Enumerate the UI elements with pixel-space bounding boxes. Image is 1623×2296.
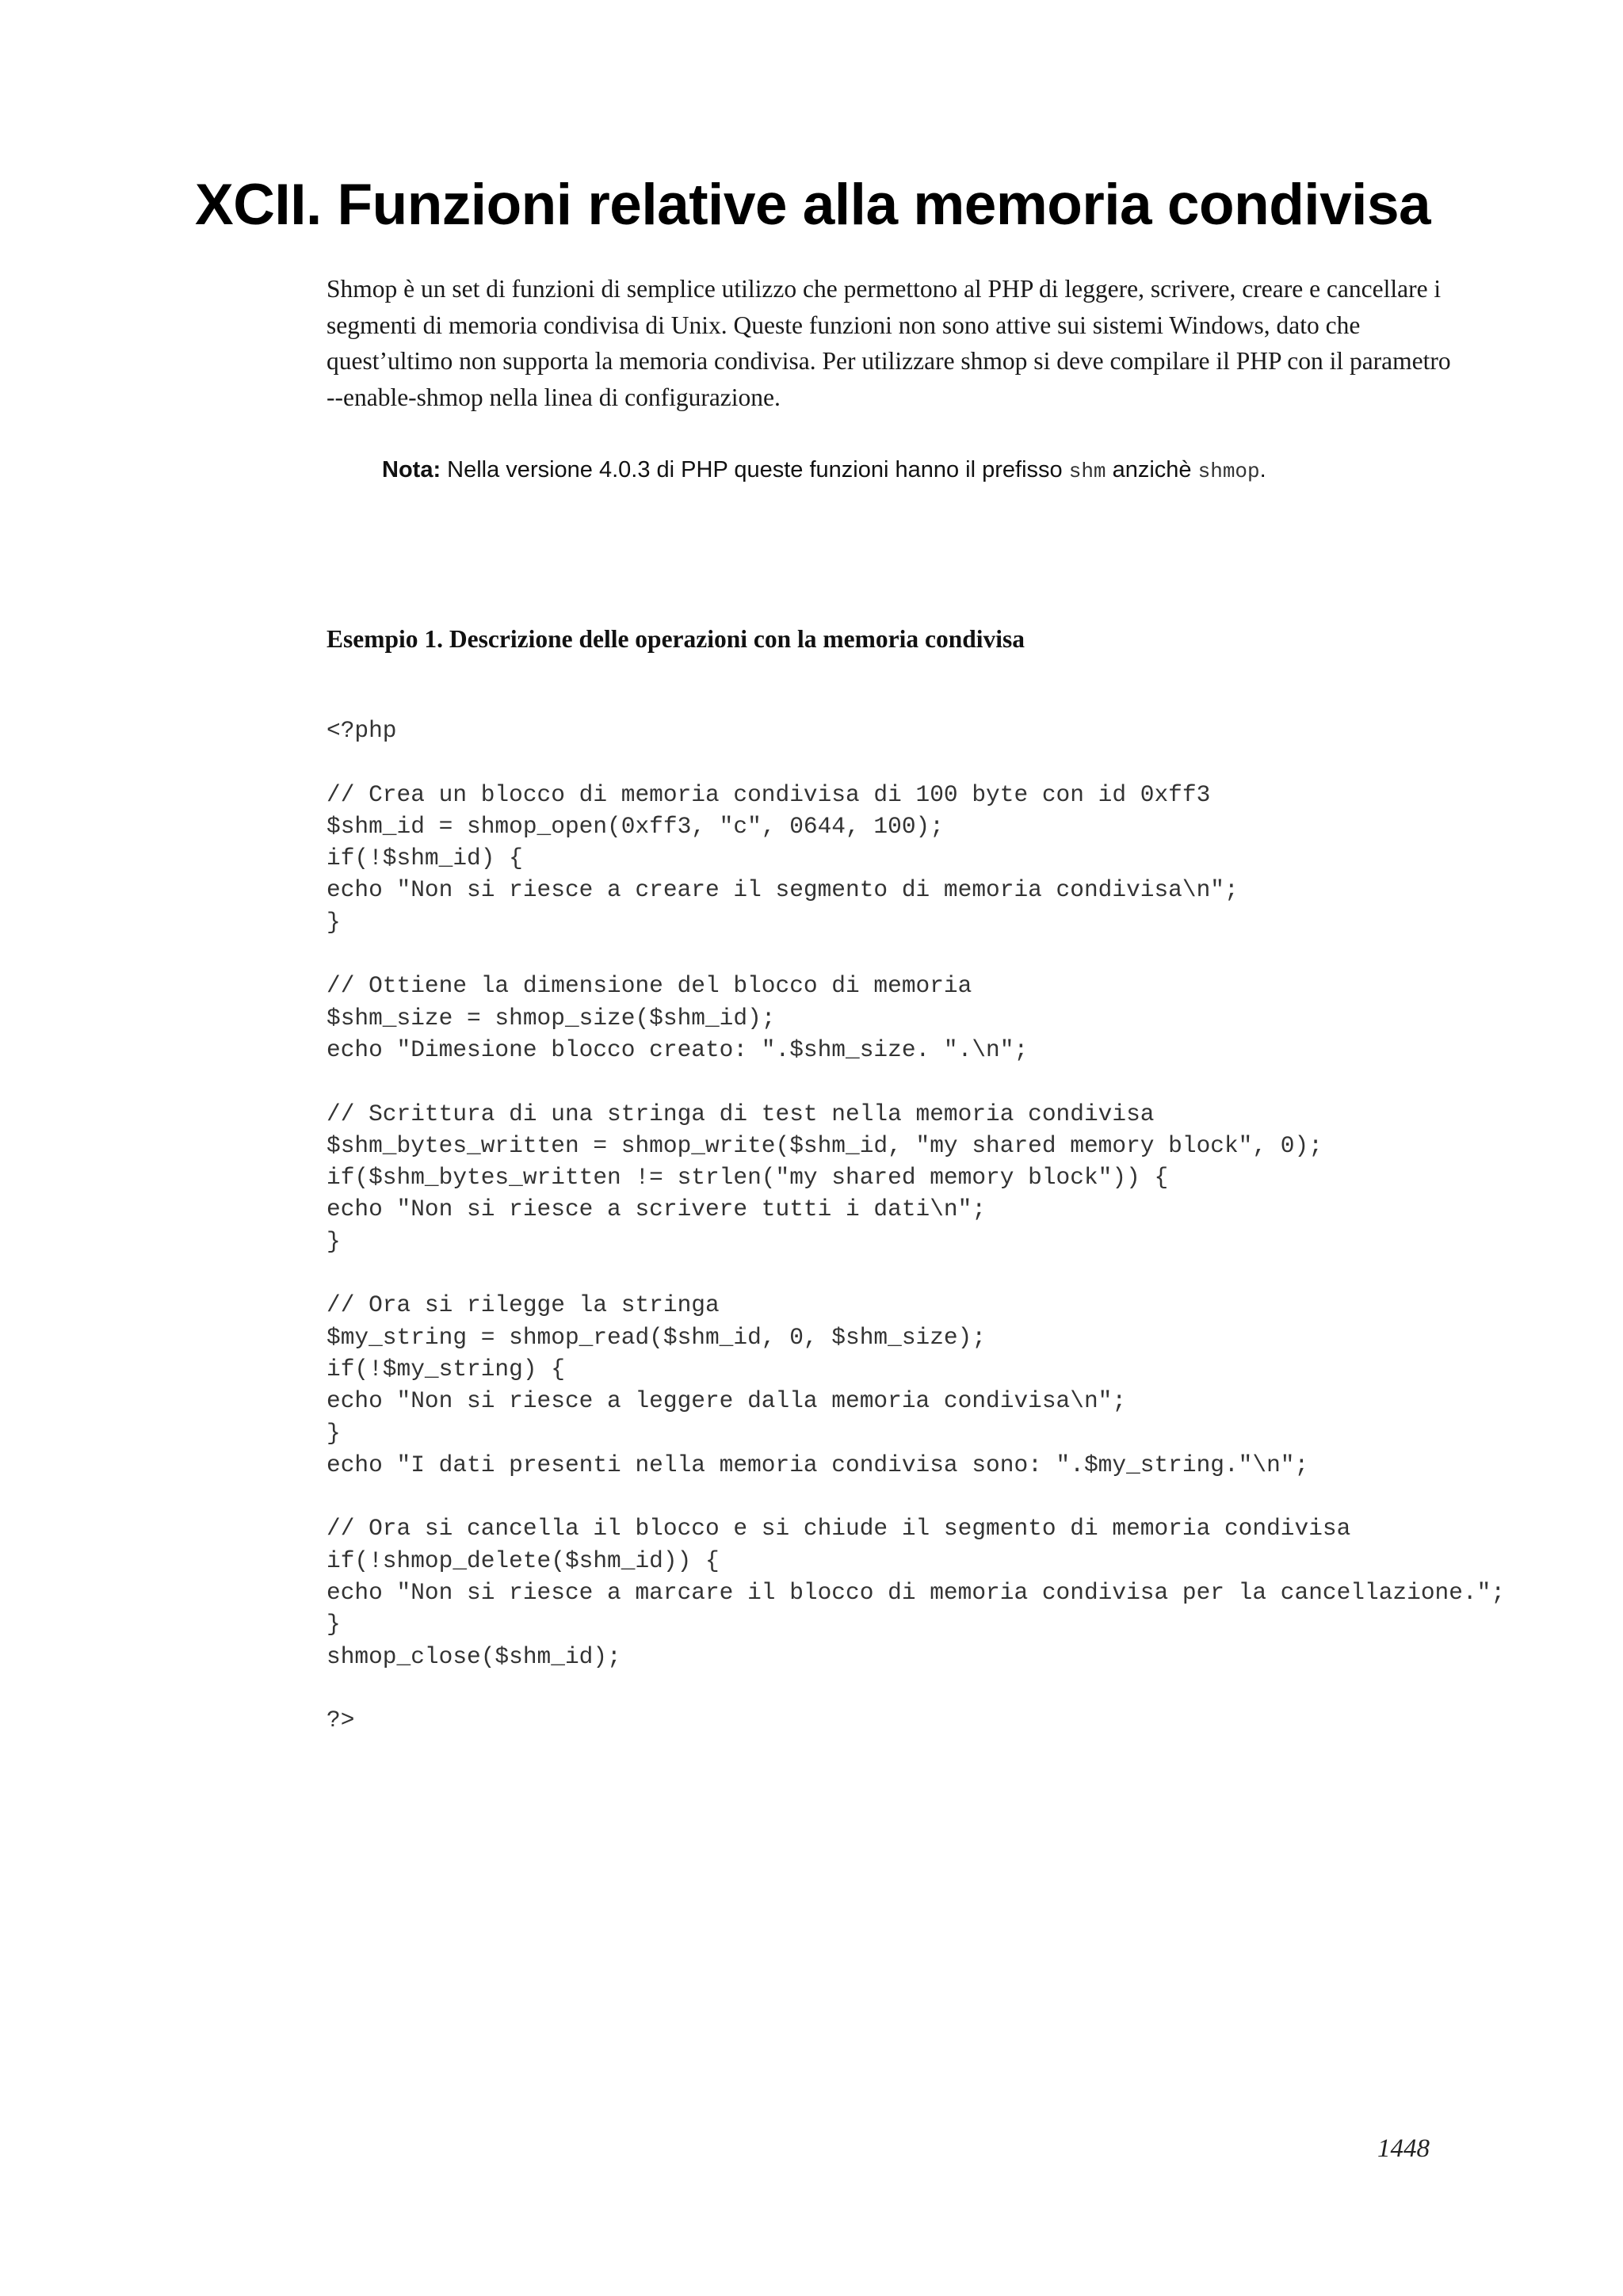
page-number: 1448 [1377, 2134, 1430, 2163]
note-label: Nota: [382, 457, 441, 482]
note-text-after: . [1259, 457, 1266, 482]
note-block [382, 456, 1266, 484]
note-code-prefix-shm: shm [1068, 460, 1106, 483]
example-code-block: <?php // Crea un blocco di memoria condivisa di 100 byte con id 0xff3 $shm_id = shmop_open(0xff3, "c", 0644, 100); if(!$shm_id) { echo "Non si riesce a creare il segmento di memoria condivisa\n"; } // Ottiene la dimensione del blocco di memoria $shm_size = shmop_size($shm_id); echo "Dimesione blocco creato: ".$shm_size. ".\n"; // Scrittura di una stringa di test nella memoria condivisa $shm_bytes_written = shmop_write($shm_id, "my shared memory block", 0); if($shm_bytes_written != strlen("my shared memory block")) { echo "Non si riesce a scrivere tutti i dati\n"; } // Ora si rilegge la stringa $my_string = shmop_read($shm_id, 0, $shm_size); if(!$my_string) { echo "Non si riesce a leggere dalla memoria condivisa\n"; } echo "I dati presenti nella memoria condivisa sono: ".$my_string."\n"; // Ora si cancella il blocco e si chiude il segmento di memoria condivisa if(!shmop_delete($shm_id)) { echo "Non si riesce a marcare il blocco di memoria condivisa per la cancellazione."; } shmop_close($shm_id); ?> [327, 717, 1506, 1734]
intro-paragraph: Shmop è un set di funzioni di semplice utilizzo che permettono al PHP di leggere, scrivere, creare e cancellare i segmenti di memoria condivisa di Unix. Queste funzioni non sono attive sui sistemi Windows, dato che quest’ultimo non supporta la memoria condivisa. Per utilizzare shmop si deve compilare il PHP con il parametro --enable-shmop nella linea di configurazione. [327, 275, 1451, 411]
chapter-title: XCII. Funzioni relative alla memoria condivisa [195, 173, 1431, 237]
note-text-middle: anzichè [1106, 457, 1198, 482]
example-title: Esempio 1. Descrizione delle operazioni con la memoria condivisa [327, 625, 1025, 653]
note-text-before: Nella versione 4.0.3 di PHP queste funzioni hanno il prefisso [441, 457, 1069, 482]
note-code-prefix-shmop: shmop [1197, 460, 1260, 483]
